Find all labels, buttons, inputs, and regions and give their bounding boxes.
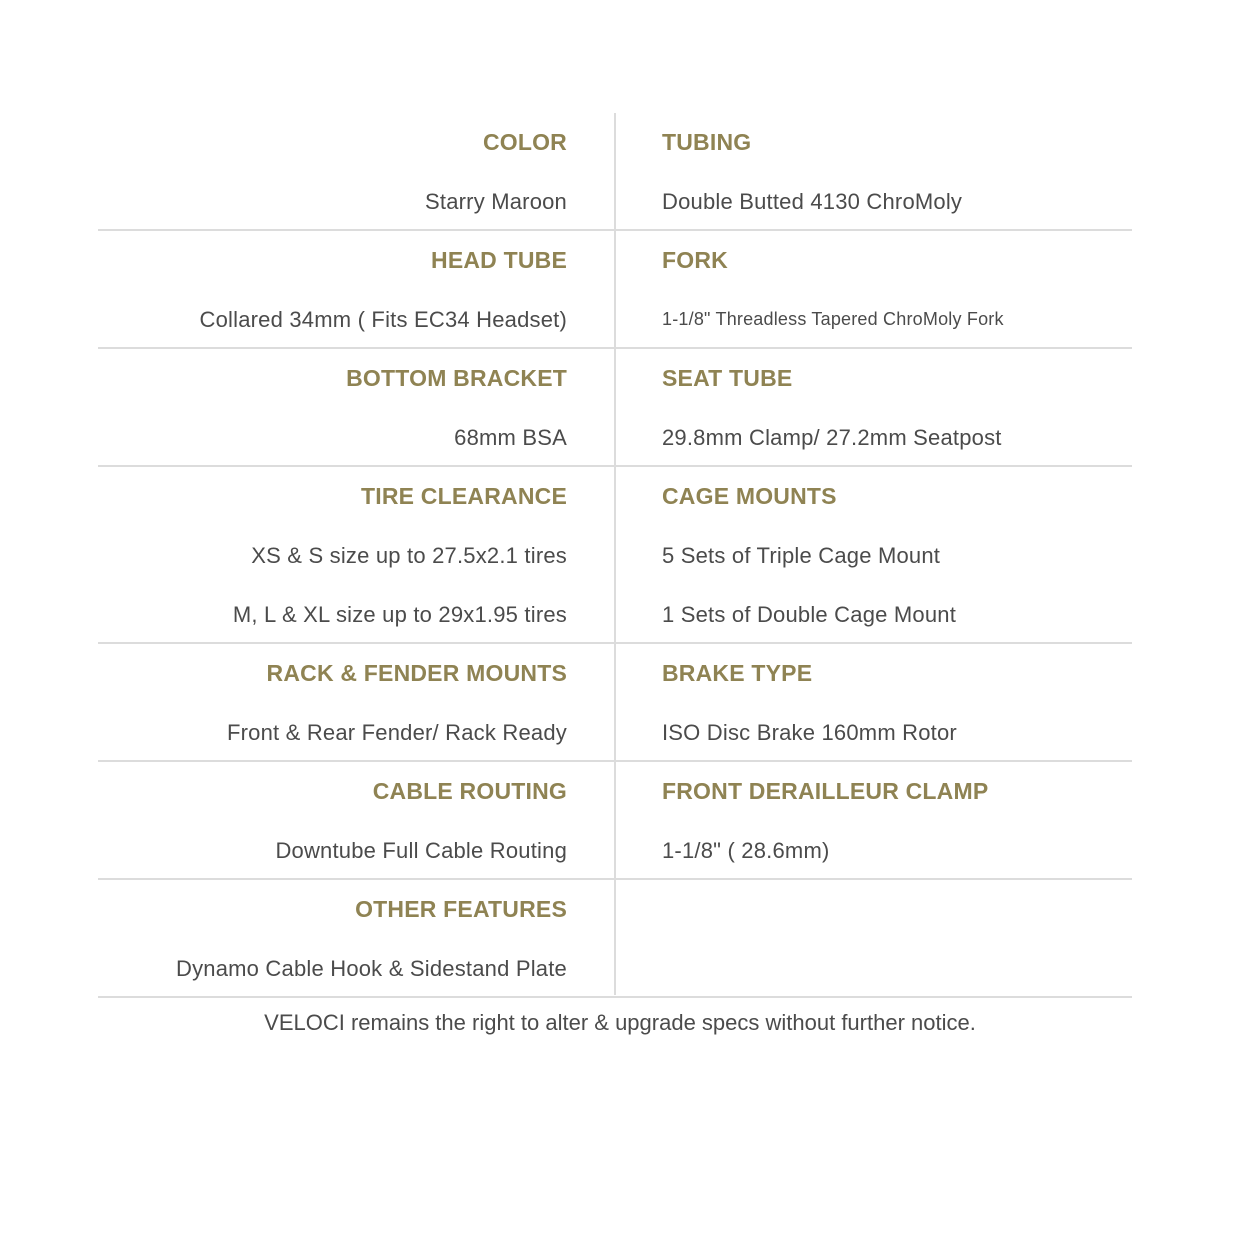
spec-tire-clearance xyxy=(98,467,567,644)
spec-label: TIRE CLEARANCE xyxy=(361,483,567,509)
spec-label: FORK xyxy=(662,247,728,273)
spec-other-features xyxy=(98,880,567,998)
disclaimer-note: VELOCI remains the right to alter & upgrade specs without further notice. xyxy=(264,1010,976,1035)
spec-tubing xyxy=(662,113,1132,231)
spec-label: BRAKE TYPE xyxy=(662,660,813,686)
spec-label: CABLE ROUTING xyxy=(372,778,567,804)
spec-cage-mounts xyxy=(662,467,1132,644)
spec-row-cable-fd xyxy=(98,762,1132,880)
spec-label: RACK & FENDER MOUNTS xyxy=(266,660,567,686)
spec-label: TUBING xyxy=(662,129,752,155)
spec-value: 5 Sets of Triple Cage Mount xyxy=(662,543,941,568)
spec-value: Dynamo Cable Hook & Sidestand Plate xyxy=(176,956,567,981)
spec-value: M, L & XL size up to 29x1.95 tires xyxy=(232,602,567,627)
spec-value: Double Butted 4130 ChroMoly xyxy=(662,189,963,214)
spec-row-tire-cage xyxy=(98,467,1132,644)
spec-front-derailleur-clamp xyxy=(662,762,1132,880)
spec-label: COLOR xyxy=(482,129,567,155)
spec-row-headtube-fork xyxy=(98,231,1132,349)
spec-value: ISO Disc Brake 160mm Rotor xyxy=(662,720,957,745)
spec-row-bb-seattube xyxy=(98,349,1132,467)
spec-value: 1-1/8" ( 28.6mm) xyxy=(662,838,830,863)
spec-label: OTHER FEATURES xyxy=(355,896,567,922)
spec-fork xyxy=(662,231,1132,349)
spec-value: Collared 34mm ( Fits EC34 Headset) xyxy=(199,307,567,332)
spec-value: Front & Rear Fender/ Rack Ready xyxy=(226,720,567,745)
spec-value: 29.8mm Clamp/ 27.2mm Seatpost xyxy=(662,425,1002,450)
spec-label: HEAD TUBE xyxy=(431,247,567,273)
spec-row-color-tubing xyxy=(98,113,1132,231)
spec-value: 1-1/8" Threadless Tapered ChroMoly Fork xyxy=(662,309,1004,329)
spec-bottom-bracket xyxy=(98,349,567,467)
spec-sheet xyxy=(98,113,1132,998)
spec-head-tube xyxy=(98,231,567,349)
spec-row-other xyxy=(98,880,1132,998)
spec-value: 68mm BSA xyxy=(454,425,567,450)
spec-label: BOTTOM BRACKET xyxy=(346,365,567,391)
spec-row-rack-brake xyxy=(98,644,1132,762)
spec-value: XS & S size up to 27.5x2.1 tires xyxy=(251,543,567,568)
spec-label: SEAT TUBE xyxy=(662,365,793,391)
spec-label: CAGE MOUNTS xyxy=(662,483,837,509)
spec-cable-routing xyxy=(98,762,567,880)
spec-brake-type xyxy=(662,644,1132,762)
spec-rack-fender-mounts xyxy=(98,644,567,762)
spec-value: Downtube Full Cable Routing xyxy=(275,838,567,863)
spec-label: FRONT DERAILLEUR CLAMP xyxy=(662,778,989,804)
spec-color xyxy=(98,113,567,231)
spec-value: 1 Sets of Double Cage Mount xyxy=(662,602,957,627)
spec-seat-tube xyxy=(662,349,1132,467)
spec-value: Starry Maroon xyxy=(425,189,567,214)
